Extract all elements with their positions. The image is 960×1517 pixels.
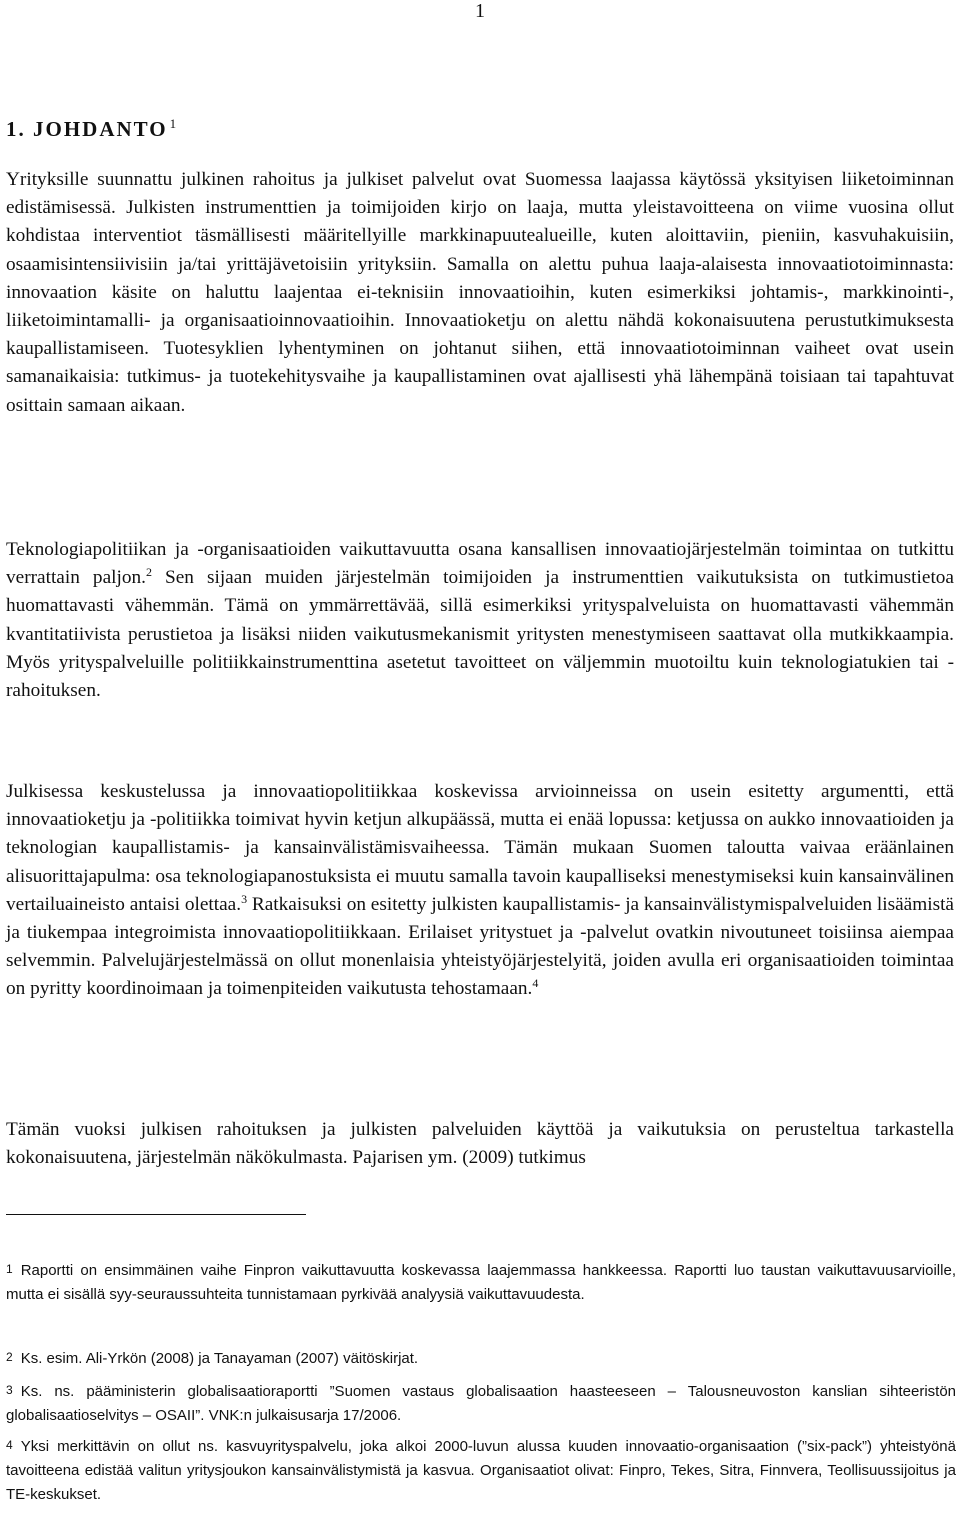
- paragraph-3: [6, 778, 954, 1004]
- paragraph-2-text-a: Teknologiapolitiikan ja -organisaatioiden vaikuttavuutta osana kansallisen innovaatiojärjestelmän toimintaa on tutkittu verrattain paljon.: [6, 539, 954, 589]
- paragraph-1-text: Yrityksille suunnattu julkinen rahoitus ja julkiset palvelut ovat Suomessa laajassa käytössä yksityisen liiketoiminnan edistämisessä. Julkisten instrumenttien ja toimijoiden kirjo on laaja, mutta yleistavoitteena on viime vuosina ollut kohdistaa interventiot täsmällisesti määritellyille markkinapuutealueille, kuten aloittaviin, pieniin, kasvuhakuisiin, osaamisintensiivisiin ja/tai yrittäjävetoisiin yrityksiin. Samalla on alettu puhua laaja-alaisesta innovaatiotoiminnasta: innovaation käsite on haluttu laajentaa ei-teknisiin innovaatioihin, kuten esimerkiksi johtamis-, markkinointi-, liiketoimintamalli- ja organisaatioinnovaatioihin. Innovaatioketju on alettu nähdä kokonaisuutena perustutkimuksesta kaupallistamiseen. Tuotesyklien lyhentyminen on johtanut siihen, että innovaatiotoiminnan vaiheet ovat usein samanaikaisia: tutkimus- ja tuotekehitysvaihe ja kaupallistaminen ovat ajallisesti yhä lähempänä toisiaan tai tapahtuvat osittain samaan aikaan.: [6, 169, 954, 416]
- footnote-1: [6, 1257, 956, 1307]
- heading-footnote-ref[interactable]: 1: [169, 116, 177, 131]
- footnote-2: [6, 1345, 956, 1371]
- paragraph-1: [6, 166, 954, 420]
- footnote-1-number: 1: [6, 1262, 13, 1276]
- paragraph-3-text-b: Ratkaisuksi on esitetty julkisten kaupallistamis- ja kansainvälistymispalveluiden lisäämistä ja tiukempaa integroimista innovaatiopolitiikkaan. Erilaiset yritystuet ja -palvelut ovatkin nivoutuneet toisiinsa aiempaa selvemmin. Palvelujärjestelmässä on ollut monenlaisia yhteistyöjärjestelyitä, joiden avulla eri organisaatioiden toimintaa on pyritty koordinoimaan ja toimenpiteiden vaikutusta tehostamaan.: [6, 893, 954, 1000]
- paragraph-2-text: [6, 536, 954, 705]
- footnote-2-number: 2: [6, 1350, 13, 1364]
- footnote-2-text: Ks. esim. Ali-Yrkön (2008) ja Tanayaman (2007) väitöskirjat.: [20, 1350, 419, 1367]
- footnote-3: [6, 1378, 956, 1428]
- paragraph-2: [6, 536, 954, 705]
- paragraph-2-text-b: Sen sijaan muiden järjestelmän toimijoiden ja instrumenttien vaikutuksista on tutkimustietoa huomattavasti vähemmän. Tämä on ymmärrettävää, sillä esimerkiksi yrityspalveluista on huomattavasti vähemmän kvantitatiivista perustietoa ja lisäksi niiden vaikutusmekanismit yritysten menestymiseen saattavat olla mutkikkaampia. Myös yrityspalveluille politiikkainstrumenttina asetetut tavoitteet on väljemmin muotoiltu kuin teknologiatukien tai -rahoituksen.: [6, 567, 954, 702]
- paragraph-4: [6, 1116, 954, 1172]
- section-heading: [6, 110, 176, 143]
- footnote-4: [6, 1433, 956, 1507]
- paragraph-3-text-a: Julkisessa keskustelussa ja innovaatiopolitiikkaa koskevissa arvioinneissa on usein esitetty argumentti, että innovaatioketju ja -politiikka toimivat hyvin ketjun alkupäässä, mutta ei enää lopussa: ketjussa on aukko innovaatioiden ja teknologian kaupallistamis- ja kansainvälistämisvaiheessa. Tämän mukaan Suomen taloutta vaivaa eräänlainen alisuorittajapulma: osa teknologiapanostuksista ei muutu samalla tavoin kaupalliseksi menestymiseksi kuin kansainvälinen vertailuaineisto antaisi olettaa.: [6, 781, 954, 915]
- footnote-1-text: Raportti on ensimmäinen vaihe Finpron vaikuttavuutta koskevassa laajemmassa hankkeessa. Raportti luo taustan vaikuttavuusarvioille, mutta ei sisällä syy-seuraussuhteita tunnistamaan pyrkivää analyysiä vaikuttavuudesta.: [6, 1262, 956, 1303]
- footnote-3-text: Ks. ns. pääministerin globalisaatioraportti ”Suomen vastaus globalisaation haasteeseen – Talousneuvoston kanslian sihteeristön globalisaatioselvitys – OSAII”. VNK:n julkaisusarja 17/2006.: [6, 1383, 956, 1424]
- footnote-3-number: 3: [6, 1383, 13, 1397]
- footnote-ref-4[interactable]: 4: [532, 976, 539, 991]
- footnote-4-text: Yksi merkittävin on ollut ns. kasvuyrityspalvelu, joka alkoi 2000-luvun alussa kuuden innovaatio-organisaation (”six-pack”) yhteistyönä tavoitteena edistää valitun yritysjoukon kansainvälistymistä ja kasvua. Organisaatiot olivat: Finpro, Tekes, Sitra, Finnvera, Teollisuussijoitus ja TE-keskukset.: [6, 1438, 956, 1503]
- footnote-ref-2[interactable]: 2: [145, 565, 152, 580]
- footnote-4-number: 4: [6, 1438, 13, 1452]
- footnote-separator: [6, 1214, 306, 1215]
- footnote-ref-3[interactable]: 3: [241, 891, 248, 906]
- heading-text: 1. JOHDANTO: [6, 117, 168, 141]
- paragraph-3-text: [6, 778, 954, 1004]
- page-number: 1: [475, 0, 485, 22]
- paragraph-4-text: Tämän vuoksi julkisen rahoituksen ja julkisten palveluiden käyttöä ja vaikutuksia on perusteltua tarkastella kokonaisuutena, järjestelmän näkökulmasta. Pajarisen ym. (2009) tutkimus: [6, 1119, 954, 1169]
